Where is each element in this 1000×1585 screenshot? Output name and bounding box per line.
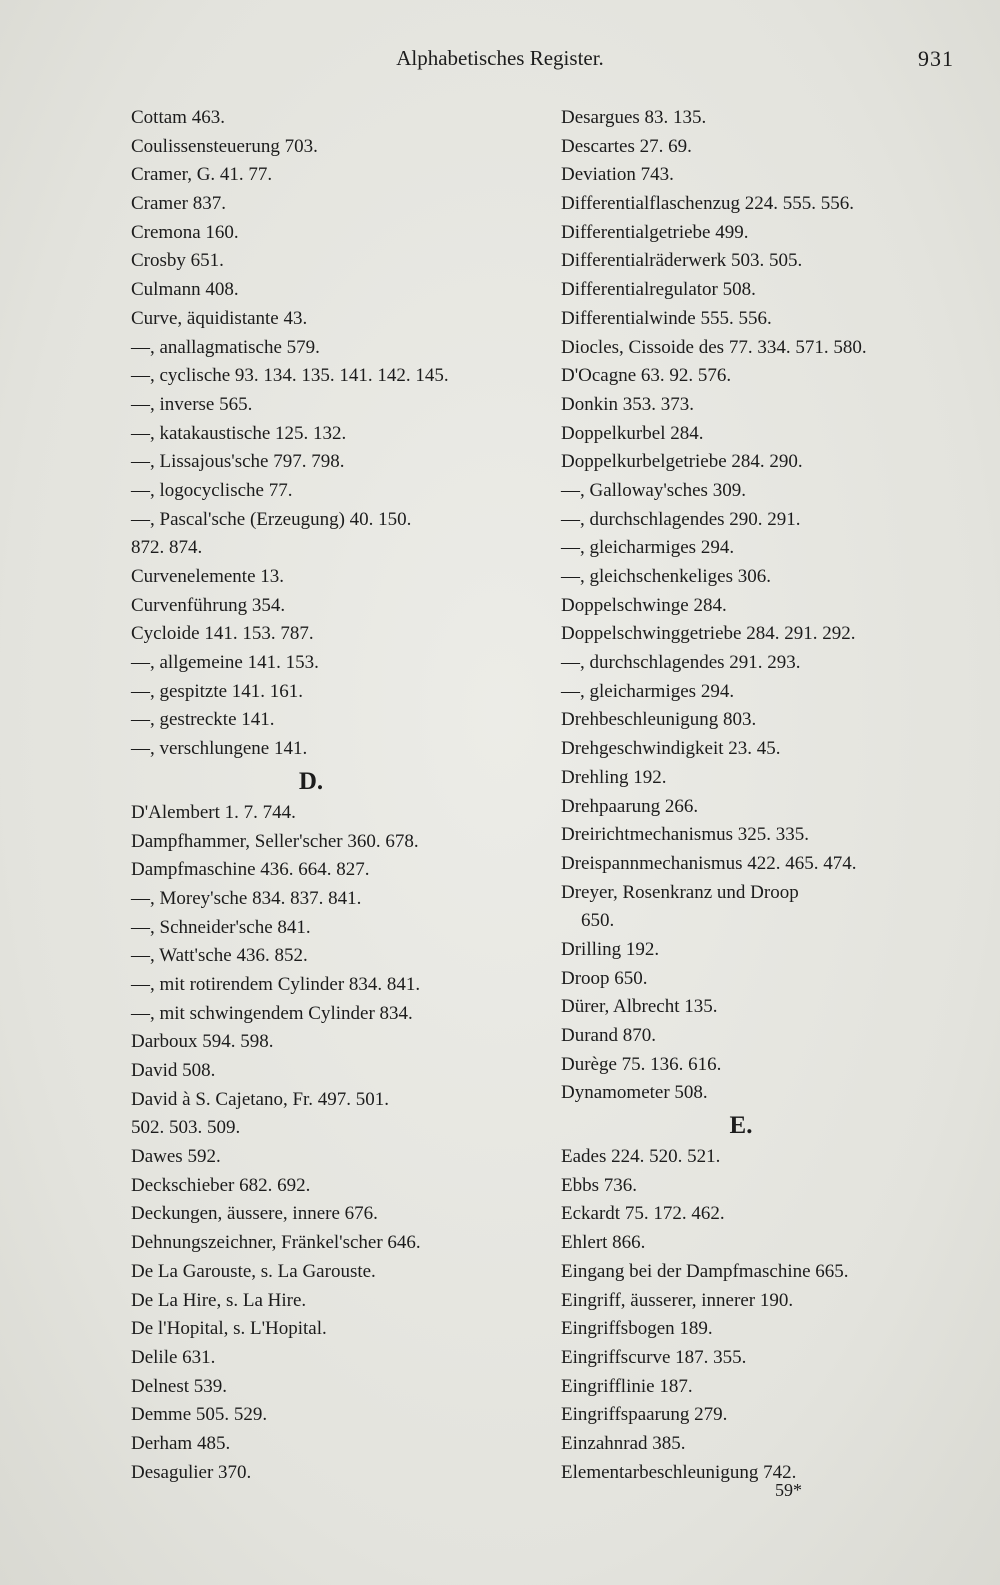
index-entry: Curvenelemente 13.	[131, 566, 285, 587]
index-entry: Eingang bei der Dampfmaschine 665.	[561, 1260, 849, 1282]
index-entry: Cycloide 141. 153. 787.	[131, 623, 314, 645]
index-entry: —, gestreckte 141.	[131, 709, 275, 731]
signature-mark: 59*	[775, 1480, 802, 1500]
index-entry: —, gleichschenkeliges 306.	[561, 566, 772, 587]
index-entry: —, Lissajous'sche 797. 798.	[131, 451, 345, 473]
index-entry: —, mit rotirendem Cylinder 834. 841.	[131, 973, 421, 995]
index-entry: Cottam 463.	[131, 107, 225, 128]
index-entry: Eingriff, äusserer, innerer 190.	[561, 1289, 794, 1311]
index-entry: Delnest 539.	[131, 1375, 228, 1397]
index-entry: Differentialwinde 555. 556.	[561, 307, 772, 329]
index-entry: Differentialflaschenzug 224. 555. 556.	[561, 193, 855, 215]
index-entry: —, cyclische 93. 134. 135. 141. 142. 145.	[131, 365, 449, 387]
index-entry-continuation: 502. 503. 509.	[131, 1117, 241, 1139]
index-entry: Dampfmaschine 436. 664. 827.	[131, 859, 370, 881]
index-entry: Eades 224. 520. 521.	[561, 1146, 721, 1168]
index-entry: —, durchschlagendes 291. 293.	[561, 652, 801, 674]
right-index-column	[561, 104, 961, 1487]
index-entry: Eingriffspaarung 279.	[561, 1404, 728, 1426]
index-entry: Drilling 192.	[561, 938, 660, 960]
index-entry: Durège 75. 136. 616.	[561, 1053, 722, 1075]
index-entry: —, Galloway'sches 309.	[561, 479, 746, 501]
index-entry: —, Watt'sche 436. 852.	[131, 945, 308, 967]
index-entry: Eckardt 75. 172. 462.	[561, 1203, 725, 1225]
index-entry: De La Garouste, s. La Garouste.	[131, 1260, 376, 1282]
index-entry: Cramer, G. 41. 77.	[131, 164, 273, 186]
index-entry: Elementarbeschleunigung 742.	[561, 1461, 797, 1483]
index-entry: Drehbeschleunigung 803.	[561, 709, 757, 731]
index-entry: —, durchschlagendes 290. 291.	[561, 508, 801, 530]
index-entry: Einzahnrad 385.	[561, 1432, 686, 1454]
index-entry: Diocles, Cissoide des 77. 334. 571. 580.	[561, 336, 867, 358]
index-entry: —, mit schwingendem Cylinder 834.	[131, 1002, 413, 1024]
index-entry: Curve, äquidistante 43.	[131, 307, 308, 329]
index-entry: D'Alembert 1. 7. 744.	[131, 801, 296, 823]
index-entry: Cremona 160.	[131, 221, 239, 243]
index-entry: —, verschlungene 141.	[131, 738, 308, 760]
index-entry: Dawes 592.	[131, 1146, 221, 1168]
index-entry: Desagulier 370.	[131, 1461, 252, 1483]
index-entry: Eingriffsbogen 189.	[561, 1318, 713, 1340]
index-entry: Curvenführung 354.	[131, 594, 286, 616]
index-entry-continuation: 650.	[581, 910, 615, 932]
index-entry: David 508.	[131, 1060, 216, 1081]
index-entry: Differentialräderwerk 503. 505.	[561, 250, 803, 272]
index-entry: D'Ocagne 63. 92. 576.	[561, 365, 732, 387]
index-entry: Derham 485.	[131, 1432, 231, 1454]
index-entry: Deviation 743.	[561, 164, 674, 186]
index-entry: —, logocyclische 77.	[131, 479, 293, 501]
index-entry: Doppelkurbelgetriebe 284. 290.	[561, 451, 803, 473]
index-entry: Darboux 594. 598.	[131, 1031, 274, 1053]
index-entry: Ebbs 736.	[561, 1174, 637, 1196]
left-index-column	[131, 104, 531, 1487]
index-entry: Droop 650.	[561, 967, 648, 989]
index-entry: Descartes 27. 69.	[561, 135, 692, 157]
index-entry: Durand 870.	[561, 1025, 656, 1046]
index-entry: Delile 631.	[131, 1346, 216, 1368]
index-entry: Donkin 353. 373.	[561, 393, 694, 415]
index-entry: —, Morey'sche 834. 837. 841.	[131, 887, 362, 909]
index-entry: Culmann 408.	[131, 279, 239, 301]
index-entry: Drehling 192.	[561, 766, 667, 788]
index-entry: Ehlert 866.	[561, 1232, 646, 1254]
index-entry: Dreyer, Rosenkranz und Droop	[561, 881, 799, 903]
index-entry: Deckschieber 682. 692.	[131, 1174, 311, 1196]
index-entry: Desargues 83. 135.	[561, 107, 707, 128]
index-entry: Doppelschwinge 284.	[561, 594, 727, 616]
index-entry-continuation: 872. 874.	[131, 537, 203, 559]
page-number: 931	[918, 46, 954, 71]
index-entry: —, Schneider'sche 841.	[131, 916, 311, 938]
index-entry: Deckungen, äussere, innere 676.	[131, 1203, 378, 1225]
index-entry: Dynamometer 508.	[561, 1082, 708, 1104]
index-entry: Doppelkurbel 284.	[561, 422, 704, 444]
index-entry: Demme 505. 529.	[131, 1404, 268, 1426]
index-entry: —, Pascal'sche (Erzeugung) 40. 150.	[131, 508, 412, 530]
section-heading: E.	[729, 1112, 753, 1140]
index-entry: Dreirichtmechanismus 325. 335.	[561, 824, 810, 846]
index-entry: Differentialregulator 508.	[561, 279, 756, 301]
index-entry: Differentialgetriebe 499.	[561, 221, 749, 243]
index-entry: —, gleicharmiges 294.	[561, 680, 735, 702]
section-heading: D.	[298, 767, 324, 795]
index-entry: Coulissensteuerung 703.	[131, 135, 318, 157]
index-entry: Drehpaarung 266.	[561, 795, 699, 817]
index-entry: Dehnungszeichner, Fränkel'scher 646.	[131, 1232, 421, 1254]
index-entry: Crosby 651.	[131, 250, 224, 272]
index-entry: Eingrifflinie 187.	[561, 1375, 693, 1397]
index-entry: De La Hire, s. La Hire.	[131, 1289, 307, 1311]
index-entry: Eingriffscurve 187. 355.	[561, 1346, 747, 1368]
index-entry: —, allgemeine 141. 153.	[131, 652, 319, 674]
index-entry: —, katakaustische 125. 132.	[131, 422, 347, 444]
index-entry: —, anallagmatische 579.	[131, 336, 320, 358]
index-entry: —, gleicharmiges 294.	[561, 537, 735, 559]
index-entry: Dürer, Albrecht 135.	[561, 996, 718, 1018]
index-entry: Drehgeschwindigkeit 23. 45.	[561, 738, 781, 760]
index-entry: Doppelschwinggetriebe 284. 291. 292.	[561, 623, 856, 645]
index-entry: David à S. Cajetano, Fr. 497. 501.	[131, 1088, 390, 1110]
index-entry: —, gespitzte 141. 161.	[131, 680, 304, 702]
index-entry: De l'Hopital, s. L'Hopital.	[131, 1318, 327, 1340]
index-entry: Dampfhammer, Seller'scher 360. 678.	[131, 830, 419, 852]
index-entry: Cramer 837.	[131, 193, 226, 215]
page-title: Alphabetisches Register.	[396, 46, 604, 70]
index-entry: —, inverse 565.	[131, 393, 253, 415]
index-entry: Dreispannmechanismus 422. 465. 474.	[561, 852, 857, 874]
